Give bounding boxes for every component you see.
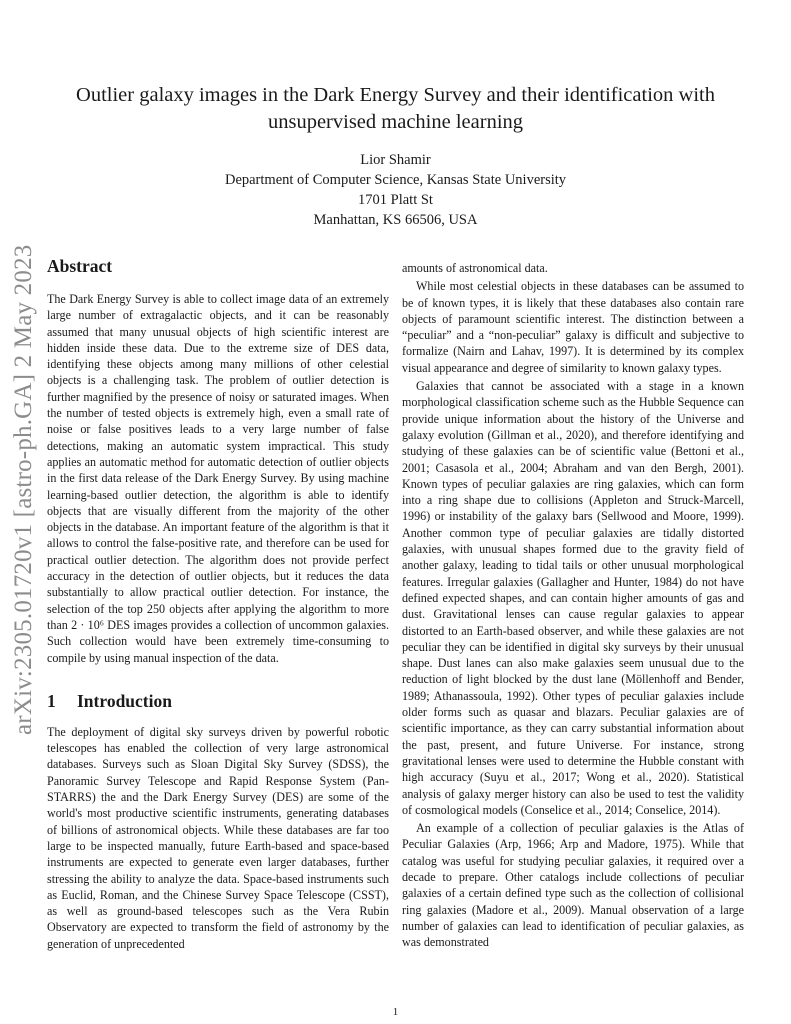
abstract-text: The Dark Energy Survey is able to collect image data of an extremely large number of extragalactic objects, and it can be reasonably assumed that many unusual objects of high scientific interest are hidden inside these data. Due to the extreme size of DES data, identifying these objects among many millions of other celestial objects is a challenging task. The problem of outlier detection is further magnified by the presence of noisy or saturated images. When the number of tested objects is extremely high, even a small rate of noise or false positives leads to a very large number of false detections, making an automatic system impractical. This study applies an automatic method for automatic detection of outlier objects in the first data release of the Dark Energy Survey. By using machine learning-based outlier detection, the algorithm is able to identify objects that are visually different from the majority of the other objects in the database. An important feature of the algorithm is that it allows to control the false-positive rate, and therefore can be used for practical outlier detection. The algorithm does not provide perfect accuracy in the detection of outlier objects, but it reduces the data substantially to allow practical outlier detection. For instance, the selection of the top 250 objects after applying the algorithm to more than 2 · 10⁶ DES images provides a collection of uncommon galaxies. Such collection would have been extremely time-consuming to compile by using manual inspection of the data. (47, 292, 389, 665)
abstract-heading: Abstract (47, 256, 113, 276)
title-line-1: Outlier galaxy images in the Dark Energy Survey and their identification with (76, 84, 715, 106)
section-title: Introduction (77, 690, 172, 711)
title-line-2: unsupervised machine learning (267, 111, 524, 133)
author-address-line-2: Manhattan, KS 66506, USA (313, 212, 478, 228)
intro-paragraph-1-continued: amounts of astronomical data. (402, 261, 548, 275)
page-number: 1 (392, 1006, 399, 1018)
arxiv-stamp (8, 245, 38, 735)
arxiv-stamp-text: arXiv:2305.01720v1 [astro-ph.GA] 2 May 2023 (10, 244, 37, 735)
paper-title (0, 82, 791, 136)
right-column (402, 260, 744, 950)
author-affiliation: Department of Computer Science, Kansas State University (224, 172, 567, 188)
author-address-line-1: 1701 Platt St (358, 192, 433, 208)
intro-paragraph-2: While most celestial objects in these databases can be assumed to be of known types, it is likely that these databases also contain rare objects of paramount scientific interest. The distinction between a “peculiar” and a “non-peculiar” galaxy is difficult and subjective to formalize (Nairn and Lahav, 1997). It is determined by its complex visual appearance and degree of similarity to known galaxy types. (402, 279, 744, 375)
author-name: Lior Shamir (360, 152, 431, 168)
introduction-heading (47, 690, 389, 712)
intro-paragraph-3: Galaxies that cannot be associated with a stage in a known morphological classification scheme such as the Hubble Sequence can provide unique information about the history of the Universe and galaxy evolution (Gillman et al., 2020), and therefore identifying and studying of these galaxies can be of scientific value (Bettoni et al., 2001; Casasola et al., 2004; Abraham and van den Bergh, 2001). Known types of peculiar galaxies are ring galaxies, which can form into a ring shape due to collisions (Appleton and Struck-Marcell, 1996) or instability of the galaxy bars (Sellwood and Moore, 1999). Another common type of peculiar galaxies are tidally distorted galaxies, with unusual shapes formed due to the gravity field of another galaxy, leading to tidal tails or other unusual morphological features. Irregular galaxies (Gallagher and Hunter, 1984) do not have defined expected shapes, and can contain higher amounts of gas and dust. Gravitational lenses can cause regular galaxies to appear distorted to an Earth-based observer, and while these galaxies are not peculiar they can be identified in digital sky surveys by their unusual shape. Dust lanes can also make galaxies seem unusual due to the reduction of light blocked by the dust lane (Möllenhoff and Bender, 1989; Athanassoula, 1992). Other types of peculiar galaxies include older forms such as quasar and blazars. Peculiar galaxies are of scientific importance, as they can carry substantial information about the past, present, and future Universe. For instance, strong gravitational lenses were used to determine the Hubble constant with high accuracy (Suyu et al., 2017; Wong et al., 2020). Statistical analysis of galaxy merger history can also be used to test the validity of cosmological models (Conselice et al., 2014; Conselice, 2014). (402, 379, 744, 817)
section-number: 1 (47, 690, 56, 711)
intro-paragraph-1: The deployment of digital sky surveys driven by powerful robotic telescopes has enabled the collection of very large astronomical databases. Surveys such as Sloan Digital Sky Survey (SDSS), the Panoramic Survey Telescope and Rapid Response System (Pan-STARRS) the and the Dark Energy Survey (DES) are some of the world's most productive scientific instruments, generating databases of billions of astronomical objects. While these databases are far too large to be inspected manually, future Earth-based and space-based instruments are expected to generate even larger databases, further stressing the ability to analyze the data. Space-based instruments such as Euclid, Roman, and the Chinese Survey Space Telescope (CSST), as well as ground-based telescopes such as the Vera Rubin Observatory are expected to transform the field of astronomy by the generation of unprecedented (47, 724, 389, 951)
author-block (0, 150, 791, 230)
intro-paragraph-4: An example of a collection of peculiar galaxies is the Atlas of Peculiar Galaxies (Arp, 1966; Arp and Madore, 1975). While that catalog was useful for studying peculiar galaxies, it required over a decade to prepare. Other catalogs include collections of peculiar galaxies of a certain defined type such as the collection of collisional ring galaxies (Madore et al., 2009). Manual observation of a large number of galaxies can lead to identification of peculiar galaxies, as was demonstrated (402, 821, 744, 950)
left-column (47, 255, 389, 952)
